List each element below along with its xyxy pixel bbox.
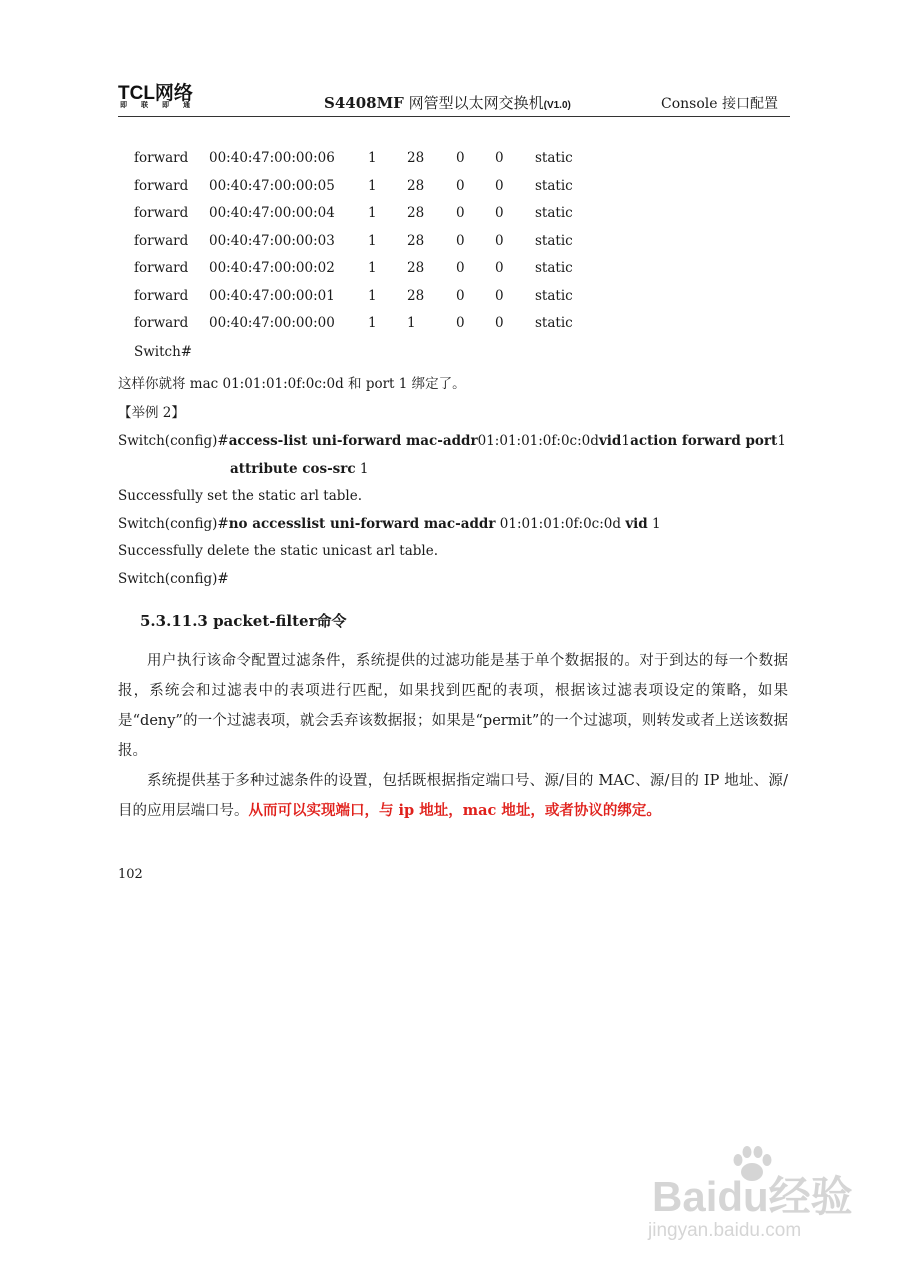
watermark-logo: Baidu经验 [652,1173,853,1220]
para2-text: 系统提供基于多种过滤条件的设置，包括既根据指定端口号、源/目的 MAC、源/目的 IP 地址、源/目的应用层端口号。 [118,773,788,819]
arl-cell: forward [134,205,189,221]
arl-cell: 0 [456,232,465,249]
final-prompt: Switch(config)# [118,571,229,587]
arl-cell: 00:40:47:00:00:06 [209,150,335,166]
cmd1-attribute: attribute cos-src [230,461,356,477]
watermark-url: jingyan.baidu.com [648,1220,802,1241]
arl-cell: 28 [407,150,425,166]
arl-cell: 00:40:47:00:00:00 [209,315,335,331]
command-access-list-continued [230,461,369,477]
arl-cell: 1 [368,177,377,194]
arl-cell: 0 [495,260,504,276]
arl-cell: 1 [368,260,377,276]
logo-sub-text: 即联即通 [120,102,204,109]
arl-cell: forward [134,287,189,304]
arl-cell: 0 [456,177,465,194]
arl-cell: 1 [368,287,377,304]
baidu-watermark [640,1140,860,1250]
example-label: 【举例 2】 [118,405,185,421]
arl-cell: static [535,150,573,166]
arl-cell: 00:40:47:00:00:05 [209,177,335,194]
tcl-logo [118,78,218,110]
arl-cell: 00:40:47:00:00:04 [209,205,335,221]
arl-cell: 00:40:47:00:00:03 [209,232,335,249]
arl-cell: 0 [495,315,504,331]
arl-cell: static [535,260,573,276]
arl-cell: 0 [495,205,504,221]
arl-cell: forward [134,232,189,249]
para2-highlight: 从而可以实现端口，与 ip 地址，mac 地址，或者协议的绑定。 [248,802,661,819]
arl-cell: 0 [456,205,465,221]
arl-cell: 0 [456,315,465,331]
section-name: Console 接口配置 [661,96,778,112]
arl-cell: forward [134,315,189,331]
cmd1-prompt: Switch(config)#access-list uni-forward mac-addr [118,433,478,449]
command-no-accesslist: Switch(config)#no accesslist uni-forward mac-addr 01:01:01:0f:0c:0d vid 1 [118,516,661,532]
arl-cell: static [535,287,573,304]
title-zh: 网管型以太网交换机 [403,94,544,112]
arl-cell: 0 [456,287,465,304]
command-access-list [118,433,786,449]
arl-cell: 0 [456,150,465,166]
cmd1-vid: vid [598,433,622,449]
paragraph-filter-conditions [118,766,788,826]
arl-cell: static [535,232,573,249]
arl-cell: forward [134,150,189,166]
arl-cell: 1 [368,150,377,166]
cmd1-vid-value: 1 [621,433,631,449]
document-title [324,92,571,113]
arl-cell: static [535,177,573,194]
arl-cell: 0 [456,260,465,276]
arl-cell: static [535,205,573,221]
arl-cell: 1 [368,315,377,331]
arl-cell: 1 [407,315,416,331]
arl-cell: 28 [407,260,425,276]
arl-cell: 28 [407,205,425,221]
cmd1-action: action forward port [630,433,778,449]
arl-cell: 28 [407,177,425,194]
arl-cell: 1 [368,232,377,249]
summary-line: 这样你就将 mac 01:01:01:0f:0c:0d 和 port 1 绑定了。 [118,376,466,392]
section-heading: 5.3.11.3 packet-filter命令 [140,612,347,630]
switch-prompt: Switch# [134,344,193,360]
arl-cell: forward [134,260,189,276]
arl-cell: 0 [495,177,504,194]
logo-main-text: TCL网络 [118,83,193,104]
success-message-delete: Successfully delete the static unicast arl table. [118,543,438,559]
cmd1-port-value: 1 [777,433,786,449]
model-name: S4408MF [324,94,404,112]
arl-cell: 28 [407,287,425,304]
arl-cell: static [535,315,573,331]
page-number: 102 [118,867,143,882]
arl-cell: 00:40:47:00:00:01 [209,287,335,304]
arl-cell: forward [134,177,189,194]
cmd1-mac: 01:01:01:0f:0c:0d [477,433,599,449]
arl-cell: 0 [495,232,504,249]
paragraph-filter-description: 用户执行该命令配置过滤条件，系统提供的过滤功能是基于单个数据报的。对于到达的每一个数据报，系统会和过滤表中的表项进行匹配，如果找到匹配的表项，根据该过滤表项设定的策略，如果是“deny”的一个过滤表项，就会丢弃该数据报；如果是“permit”的一个过滤项，则转发或者上送该数据报。 [118,653,788,759]
arl-cell: 28 [407,232,425,249]
arl-cell: 1 [368,205,377,221]
arl-cell: 00:40:47:00:00:02 [209,260,335,276]
page-header [118,78,790,117]
arl-cell: 0 [495,287,504,304]
success-message-set: Successfully set the static arl table. [118,488,363,504]
version: (V1.0) [543,100,571,111]
arl-cell: 0 [495,150,504,166]
cmd1-attribute-value: 1 [355,461,369,477]
